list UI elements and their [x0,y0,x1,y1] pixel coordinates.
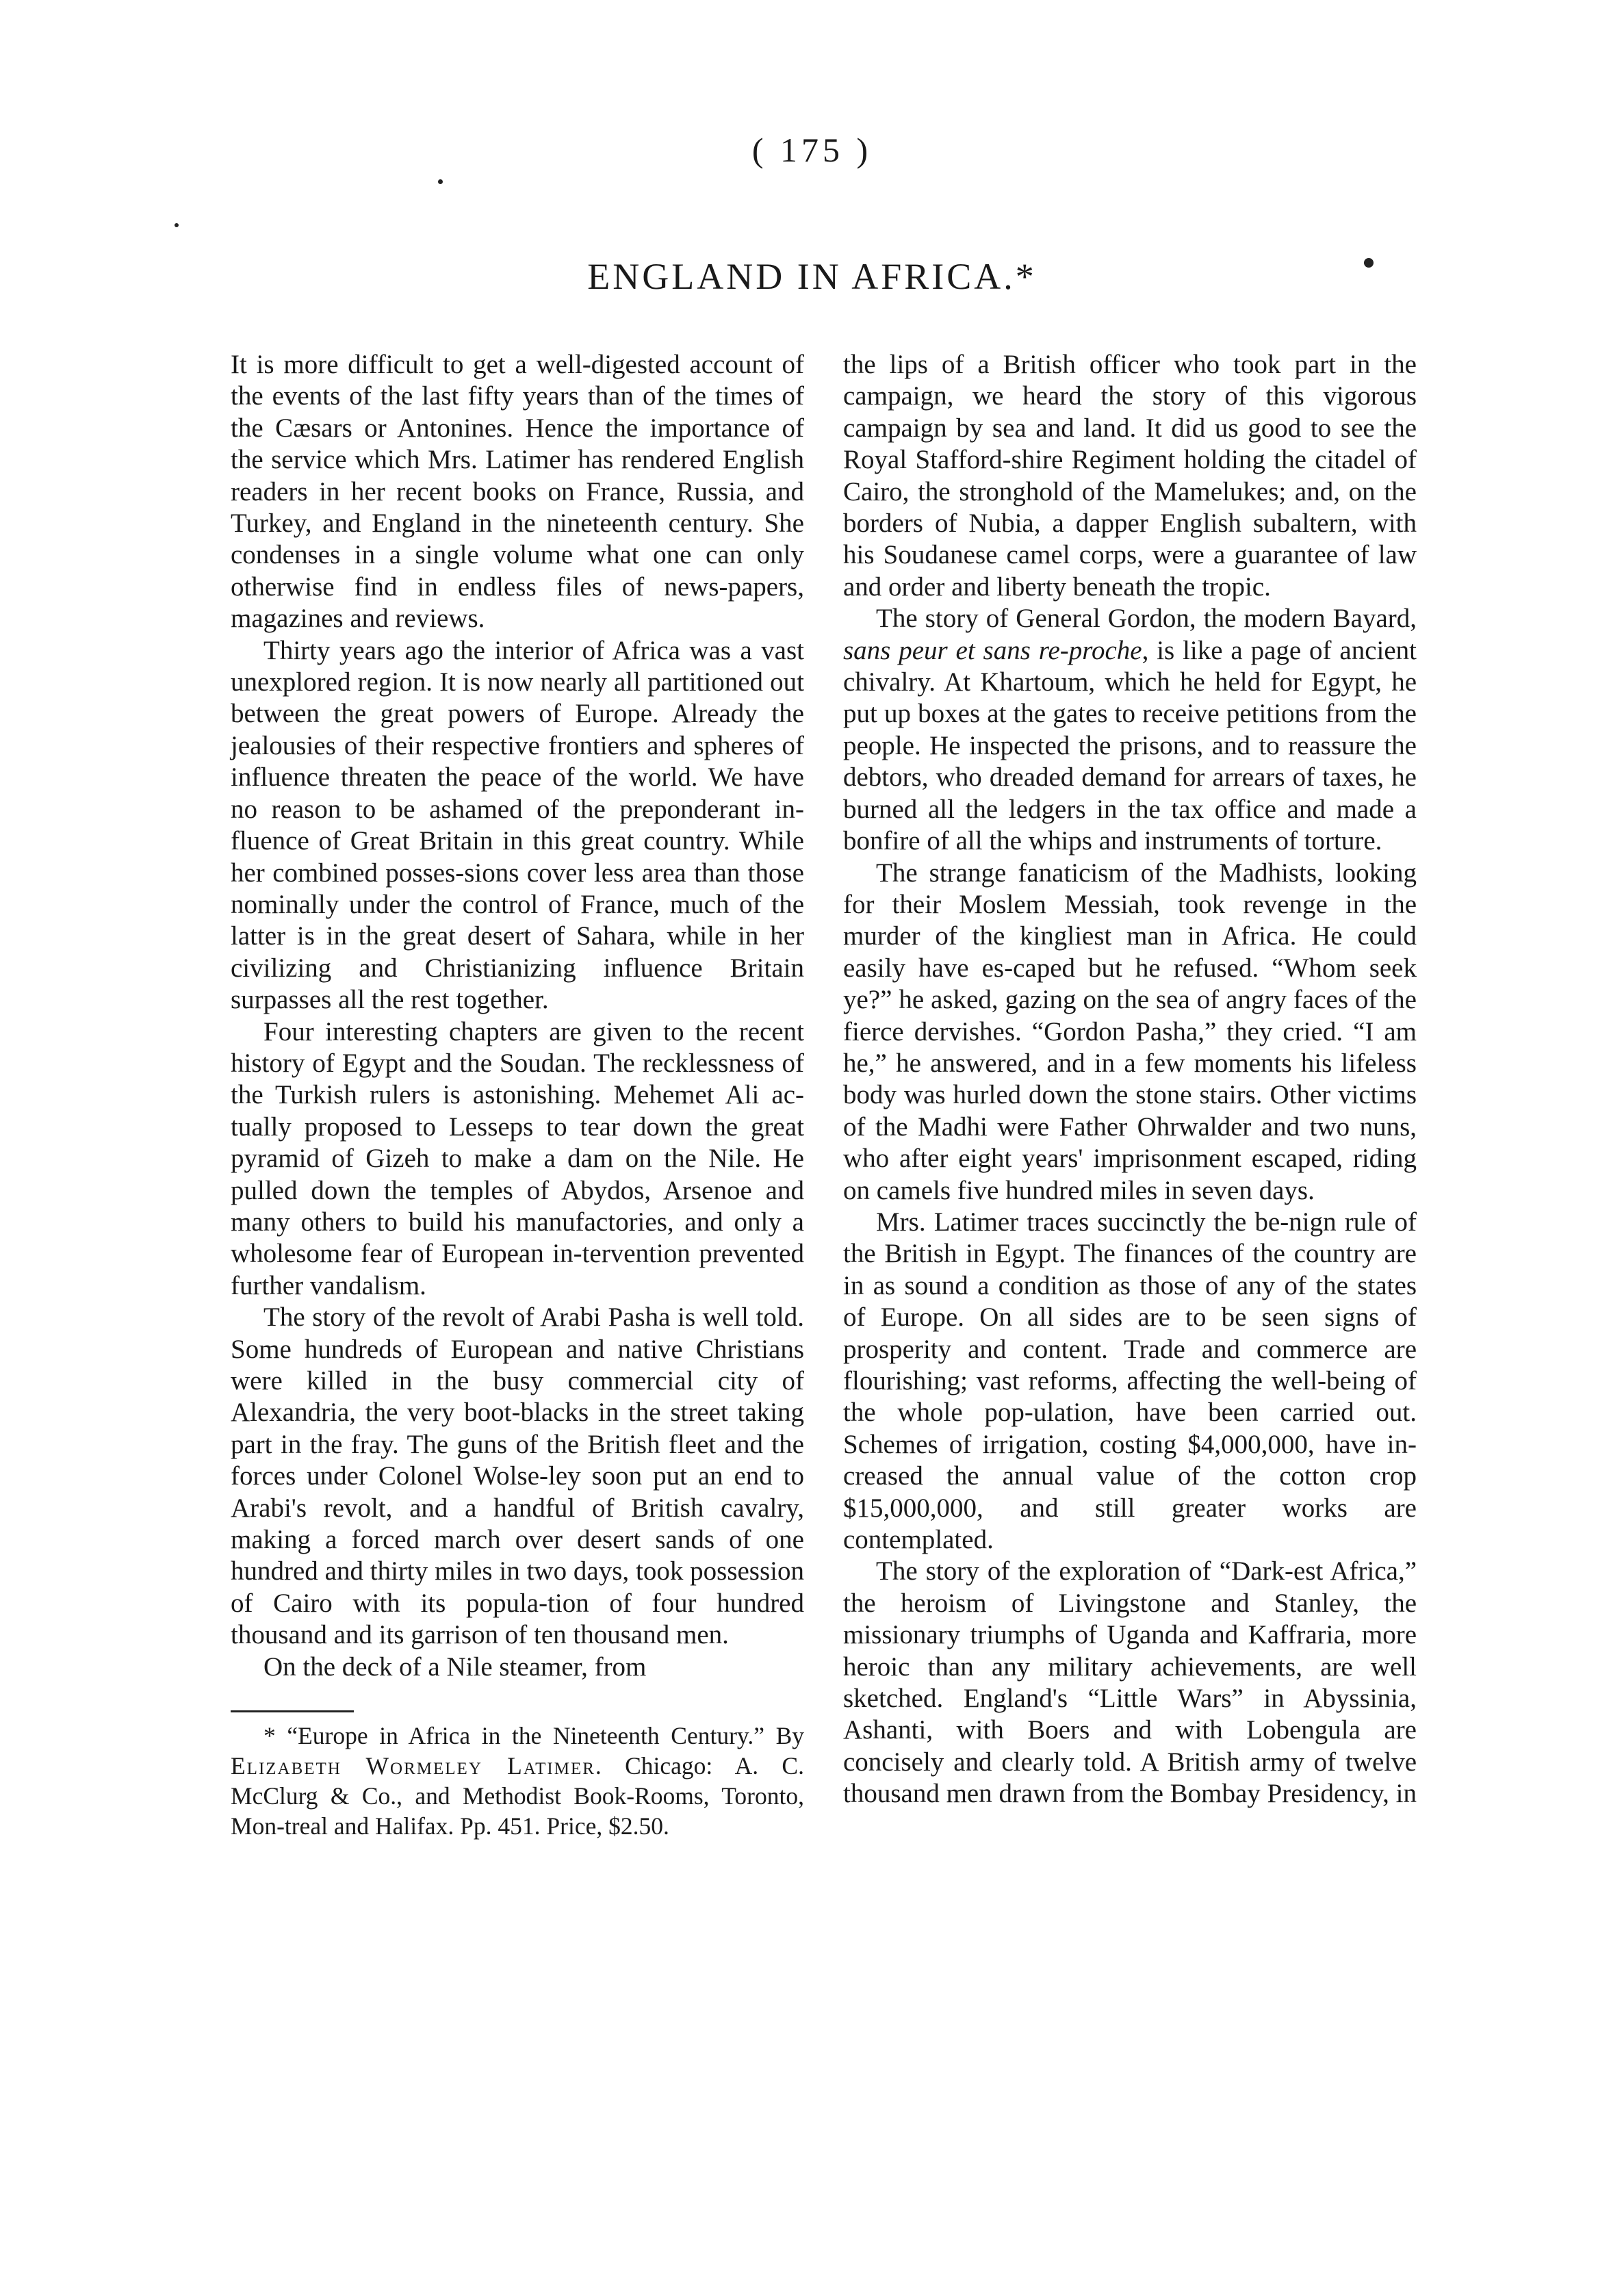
paragraph: Four interesting chapters are given to the recent history of Egypt and the Soudan. The recklessness of the Turkish rulers is astonishing. Mehemet Ali ac-tually proposed to Lesseps to tear down the great pyramid of Gizeh to make a dam on the Nile. He pulled down the temples of Abydos, Arsenoe and many others to build his manufactories, and only a wholesome fear of European in-tervention prevented further vandalism. [231,1016,804,1300]
paragraph: the lips of a British officer who took part in the campaign, we heard the story of this vigorous campaign by sea and land. It did us good to see the Royal Stafford-shire Regiment holding the citadel of Cairo, the stronghold of the Mamelukes; and, on the borders of Nubia, a dapper English subaltern, with his Soudanese camel corps, were a guarantee of law and order and liberty beneath the tropic. [843,350,1417,602]
footnote-rule [231,1710,354,1712]
article-title: ENGLAND IN AFRICA.* [587,256,1037,297]
paragraph: Mrs. Latimer traces succinctly the be-nign rule of the British in Egypt. The finances of the country are in as sound a condition as those of any of the states of Europe. On all sides are to be seen signs of prosperity and content. Trade and commerce are flourishing; vast reforms, affecting the well-being of the whole pop-ulation, have been carried out. Schemes of irrigation, costing $4,000,000, have in-creased the annual value of the cotton crop $15,000,000, and still greater works are contemplated. [843,1207,1417,1555]
paragraph: On the deck of a Nile steamer, from [263,1651,647,1682]
footnote-text: . Chicago: A. C. McClurg & Co., and Methodist Book-Rooms, Toronto, Mon-treal and Halifax. Pp. 451. Price, $2.50. [231,1752,804,1840]
left-column [231,349,804,1841]
paragraph-text: , is like a page of ancient chivalry. At Khartoum, which he held for Egypt, he put up boxes at the gates to receive petitions from the people. He inspected the prisons, and to reassure the debtors, who dreaded demand for arrears of taxes, he burned all the ledgers in the tax office and made a bonfire of all the whips and instruments of torture. [843,635,1417,856]
right-column [843,349,1417,1810]
paragraph [843,603,1417,857]
paragraph: The story of the exploration of “Dark-est Africa,” the heroism of Livingstone and Stanley, the missionary triumphs of Uganda and Kaffraria, more heroic than any military achievements, are well sketched. England's “Little Wars” in Abyssinia, Ashanti, with Boers and with Lobengula are concisely and clearly told. A British army of twelve thousand men drawn from the Bombay Presidency, in [843,1556,1417,1809]
italic-phrase: sans peur et sans re-proche [843,635,1142,665]
footnote-author: Elizabeth Wormeley Latimer [231,1752,595,1780]
paragraph: The story of the revolt of Arabi Pasha is well told. Some hundreds of European and native Christians were killed in the busy commercial city of Alexandria, the very boot-blacks in the street taking part in the fray. The guns of the British fleet and the forces under Colonel Wolse-ley soon put an end to Arabi's revolt, and a handful of British cavalry, making a forced march over desert sands of one hundred and thirty miles in two days, took possession of Cairo with its popula-tion of four hundred thousand and its garrison of ten thousand men. [231,1302,804,1650]
page-number: ( 175 ) [751,131,873,169]
stray-ink-dot [175,223,179,227]
stray-ink-dot [438,179,443,184]
paragraph: Thirty years ago the interior of Africa was a vast unexplored region. It is now nearly all partitioned out between the great powers of Europe. Already the jealousies of their respective frontiers and spheres of influence threaten the peace of the world. We have no reason to be ashamed of the preponderant in-fluence of Great Britain in this great country. While her combined posses-sions cover less area than those nominally under the control of France, much of the latter is in the great desert of Sahara, while in her civilizing and Christianizing influence Britain surpasses all the rest together. [231,635,804,1015]
paragraph: The strange fanaticism of the Madhists, looking for their Moslem Messiah, took revenge in the murder of the kingliest man in Africa. He could easily have es-caped but he refused. “Whom seek ye?” he asked, gazing on the sea of angry faces of the fierce dervishes. “Gordon Pasha,” they cried. “I am he,” he answered, and in a few moments his lifeless body was hurled down the stone stairs. Other victims of the Madhi were Father Ohrwalder and two nuns, who after eight years' imprisonment escaped, riding on camels five hundred miles in seven days. [843,858,1417,1205]
footnote [231,1721,804,1841]
footnote-text: * “Europe in Africa in the Nineteenth Century.” By [263,1722,804,1750]
paragraph: It is more difficult to get a well-digested account of the events of the last fifty years than of the times of the Cæsars or Antonines. Hence the importance of the service which Mrs. Latimer has rendered English readers in her recent books on France, Russia, and Turkey, and England in the nineteenth century. She condenses in a single volume what one can only otherwise find in endless files of news-papers, magazines and reviews. [231,350,804,634]
paragraph-text: The story of General Gordon, the modern Bayard, [876,604,1417,634]
